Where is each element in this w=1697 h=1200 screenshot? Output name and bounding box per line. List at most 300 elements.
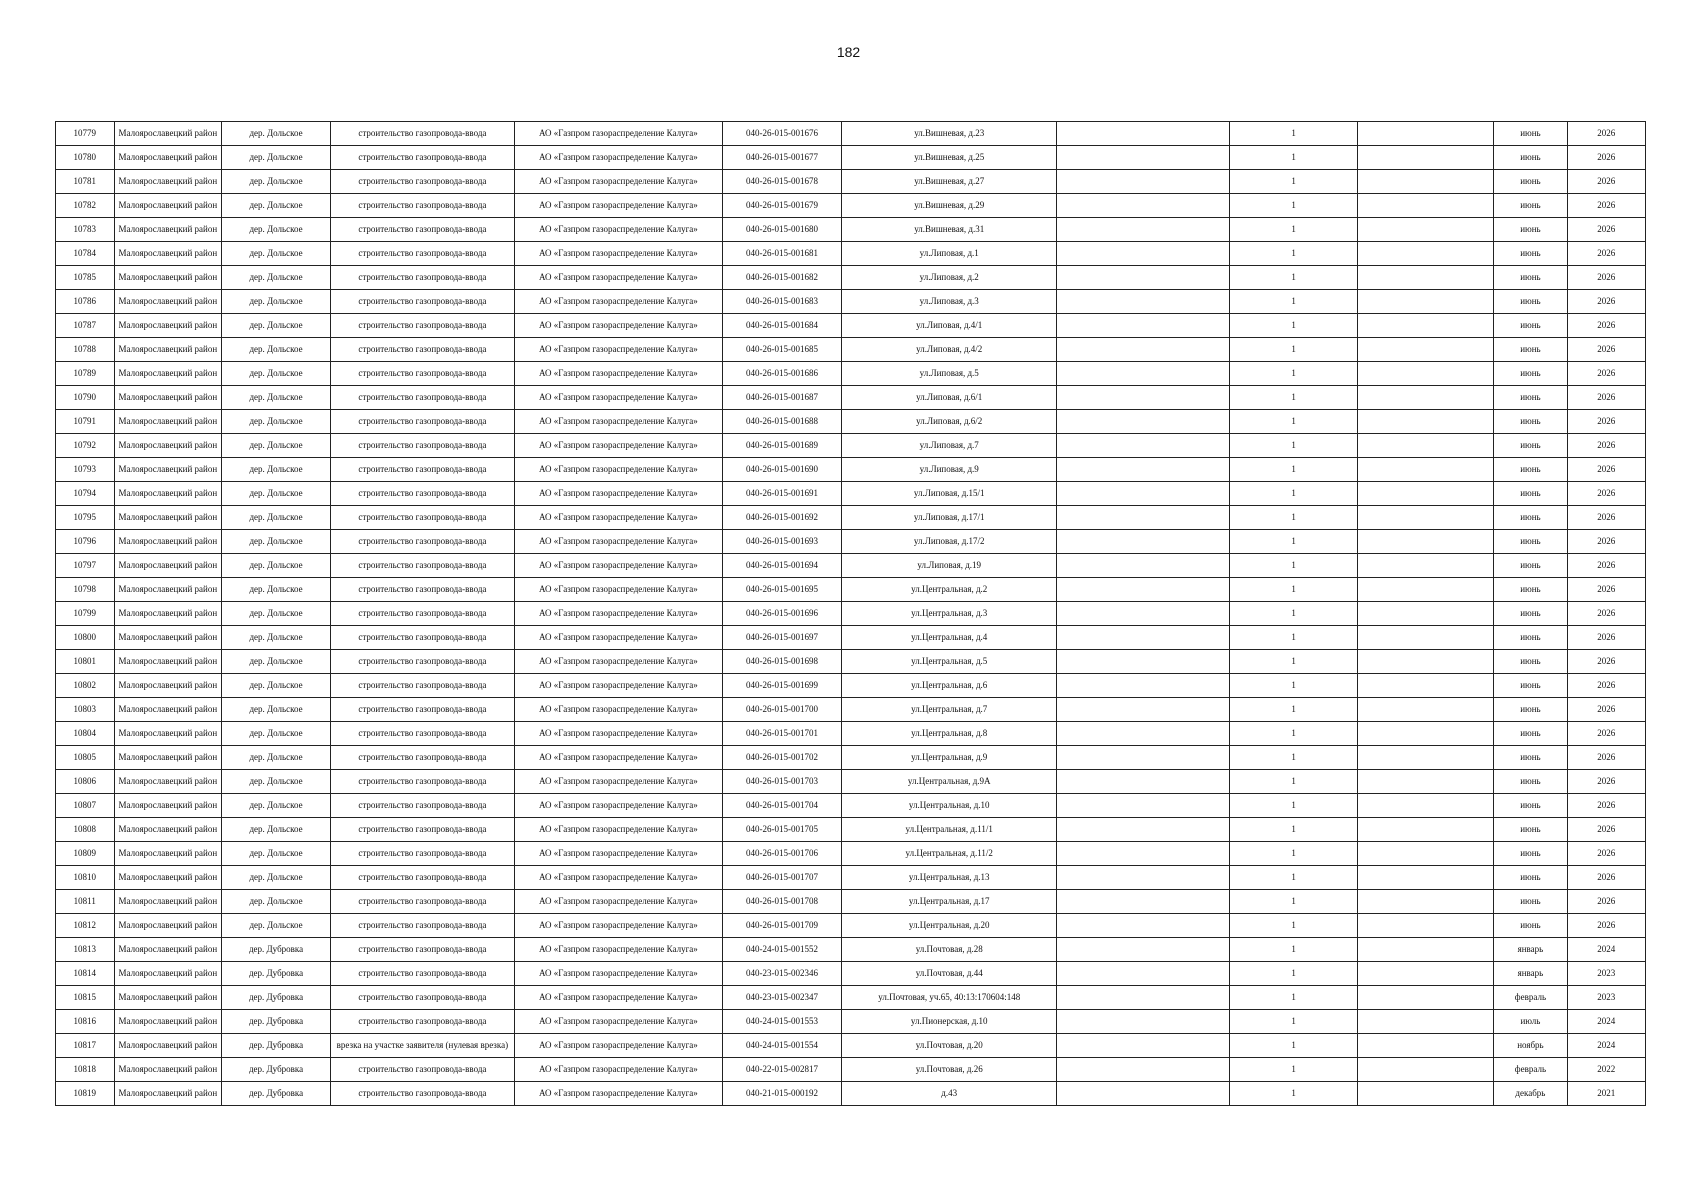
contract-code-cell: 040-26-015-001699 bbox=[722, 674, 841, 698]
contract-code-cell: 040-26-015-001691 bbox=[722, 482, 841, 506]
month-cell: декабрь bbox=[1494, 1082, 1567, 1106]
organization-cell: АО «Газпром газораспределение Калуга» bbox=[514, 338, 722, 362]
contract-code-cell: 040-26-015-001709 bbox=[722, 914, 841, 938]
contract-code-cell: 040-26-015-001676 bbox=[722, 122, 841, 146]
quantity-cell: 1 bbox=[1229, 626, 1358, 650]
year-cell: 2026 bbox=[1567, 722, 1645, 746]
year-cell: 2026 bbox=[1567, 578, 1645, 602]
work-type-cell: строительство газопровода-ввода bbox=[330, 266, 514, 290]
organization-cell: АО «Газпром газораспределение Калуга» bbox=[514, 482, 722, 506]
table-row bbox=[56, 482, 1646, 506]
work-type-cell: строительство газопровода-ввода bbox=[330, 194, 514, 218]
organization-cell: АО «Газпром газораспределение Калуга» bbox=[514, 794, 722, 818]
year-cell: 2026 bbox=[1567, 242, 1645, 266]
organization-cell: АО «Газпром газораспределение Калуга» bbox=[514, 122, 722, 146]
empty-cell bbox=[1057, 146, 1229, 170]
quantity-cell: 1 bbox=[1229, 818, 1358, 842]
work-type-cell: строительство газопровода-ввода bbox=[330, 674, 514, 698]
table-row bbox=[56, 1034, 1646, 1058]
quantity-cell: 1 bbox=[1229, 482, 1358, 506]
month-cell: июнь bbox=[1494, 650, 1567, 674]
organization-cell: АО «Газпром газораспределение Калуга» bbox=[514, 554, 722, 578]
empty-cell bbox=[1358, 290, 1494, 314]
quantity-cell: 1 bbox=[1229, 194, 1358, 218]
locality-cell: дер. Дольское bbox=[222, 458, 331, 482]
page-number: 182 bbox=[836, 44, 861, 60]
work-type-cell: строительство газопровода-ввода bbox=[330, 842, 514, 866]
organization-cell: АО «Газпром газораспределение Калуга» bbox=[514, 314, 722, 338]
empty-cell bbox=[1057, 1010, 1229, 1034]
quantity-cell: 1 bbox=[1229, 1010, 1358, 1034]
quantity-cell: 1 bbox=[1229, 842, 1358, 866]
district-cell: Малоярославецкий район bbox=[114, 434, 222, 458]
organization-cell: АО «Газпром газораспределение Калуга» bbox=[514, 698, 722, 722]
year-cell: 2026 bbox=[1567, 890, 1645, 914]
empty-cell bbox=[1358, 962, 1494, 986]
address-cell: ул.Центральная, д.3 bbox=[842, 602, 1057, 626]
table-row bbox=[56, 338, 1646, 362]
quantity-cell: 1 bbox=[1229, 914, 1358, 938]
empty-cell bbox=[1057, 218, 1229, 242]
empty-cell bbox=[1057, 482, 1229, 506]
organization-cell: АО «Газпром газораспределение Калуга» bbox=[514, 266, 722, 290]
contract-code-cell: 040-26-015-001702 bbox=[722, 746, 841, 770]
row-number-cell: 10793 bbox=[56, 458, 115, 482]
empty-cell bbox=[1358, 122, 1494, 146]
organization-cell: АО «Газпром газораспределение Калуга» bbox=[514, 890, 722, 914]
quantity-cell: 1 bbox=[1229, 218, 1358, 242]
work-type-cell: врезка на участке заявителя (нулевая врезка) bbox=[330, 1034, 514, 1058]
contract-code-cell: 040-26-015-001682 bbox=[722, 266, 841, 290]
empty-cell bbox=[1057, 914, 1229, 938]
gas-connection-register-table bbox=[55, 121, 1646, 1106]
address-cell: ул.Липовая, д.4/2 bbox=[842, 338, 1057, 362]
contract-code-cell: 040-26-015-001690 bbox=[722, 458, 841, 482]
locality-cell: дер. Дубровка bbox=[222, 1082, 331, 1106]
contract-code-cell: 040-23-015-002346 bbox=[722, 962, 841, 986]
row-number-cell: 10779 bbox=[56, 122, 115, 146]
locality-cell: дер. Дольское bbox=[222, 242, 331, 266]
table-row bbox=[56, 434, 1646, 458]
district-cell: Малоярославецкий район bbox=[114, 938, 222, 962]
row-number-cell: 10795 bbox=[56, 506, 115, 530]
table-row bbox=[56, 530, 1646, 554]
empty-cell bbox=[1358, 554, 1494, 578]
organization-cell: АО «Газпром газораспределение Калуга» bbox=[514, 290, 722, 314]
address-cell: ул.Центральная, д.13 bbox=[842, 866, 1057, 890]
district-cell: Малоярославецкий район bbox=[114, 170, 222, 194]
month-cell: июнь bbox=[1494, 674, 1567, 698]
table-row bbox=[56, 290, 1646, 314]
locality-cell: дер. Дольское bbox=[222, 722, 331, 746]
month-cell: январь bbox=[1494, 962, 1567, 986]
quantity-cell: 1 bbox=[1229, 242, 1358, 266]
contract-code-cell: 040-26-015-001700 bbox=[722, 698, 841, 722]
work-type-cell: строительство газопровода-ввода bbox=[330, 1058, 514, 1082]
table-row bbox=[56, 962, 1646, 986]
year-cell: 2026 bbox=[1567, 482, 1645, 506]
work-type-cell: строительство газопровода-ввода bbox=[330, 722, 514, 746]
empty-cell bbox=[1358, 866, 1494, 890]
empty-cell bbox=[1057, 962, 1229, 986]
locality-cell: дер. Дубровка bbox=[222, 1058, 331, 1082]
organization-cell: АО «Газпром газораспределение Калуга» bbox=[514, 1010, 722, 1034]
empty-cell bbox=[1057, 890, 1229, 914]
year-cell: 2026 bbox=[1567, 266, 1645, 290]
empty-cell bbox=[1057, 410, 1229, 434]
locality-cell: дер. Дольское bbox=[222, 434, 331, 458]
locality-cell: дер. Дольское bbox=[222, 338, 331, 362]
month-cell: июнь bbox=[1494, 362, 1567, 386]
district-cell: Малоярославецкий район bbox=[114, 218, 222, 242]
work-type-cell: строительство газопровода-ввода bbox=[330, 602, 514, 626]
organization-cell: АО «Газпром газораспределение Калуга» bbox=[514, 986, 722, 1010]
contract-code-cell: 040-24-015-001553 bbox=[722, 1010, 841, 1034]
contract-code-cell: 040-26-015-001707 bbox=[722, 866, 841, 890]
quantity-cell: 1 bbox=[1229, 554, 1358, 578]
empty-cell bbox=[1358, 506, 1494, 530]
address-cell: ул.Вишневая, д.29 bbox=[842, 194, 1057, 218]
month-cell: июнь bbox=[1494, 554, 1567, 578]
table-row bbox=[56, 986, 1646, 1010]
locality-cell: дер. Дольское bbox=[222, 146, 331, 170]
empty-cell bbox=[1358, 746, 1494, 770]
organization-cell: АО «Газпром газораспределение Калуга» bbox=[514, 194, 722, 218]
row-number-cell: 10805 bbox=[56, 746, 115, 770]
organization-cell: АО «Газпром газораспределение Калуга» bbox=[514, 866, 722, 890]
empty-cell bbox=[1057, 842, 1229, 866]
organization-cell: АО «Газпром газораспределение Калуга» bbox=[514, 170, 722, 194]
year-cell: 2026 bbox=[1567, 290, 1645, 314]
month-cell: январь bbox=[1494, 938, 1567, 962]
address-cell: ул.Центральная, д.9А bbox=[842, 770, 1057, 794]
year-cell: 2026 bbox=[1567, 602, 1645, 626]
empty-cell bbox=[1358, 1058, 1494, 1082]
year-cell: 2026 bbox=[1567, 218, 1645, 242]
address-cell: ул.Липовая, д.6/1 bbox=[842, 386, 1057, 410]
empty-cell bbox=[1057, 338, 1229, 362]
contract-code-cell: 040-26-015-001677 bbox=[722, 146, 841, 170]
work-type-cell: строительство газопровода-ввода bbox=[330, 794, 514, 818]
table-row bbox=[56, 722, 1646, 746]
year-cell: 2026 bbox=[1567, 650, 1645, 674]
address-cell: ул.Центральная, д.5 bbox=[842, 650, 1057, 674]
month-cell: июнь bbox=[1494, 818, 1567, 842]
row-number-cell: 10815 bbox=[56, 986, 115, 1010]
locality-cell: дер. Дольское bbox=[222, 194, 331, 218]
district-cell: Малоярославецкий район bbox=[114, 890, 222, 914]
year-cell: 2026 bbox=[1567, 530, 1645, 554]
quantity-cell: 1 bbox=[1229, 362, 1358, 386]
empty-cell bbox=[1358, 674, 1494, 698]
organization-cell: АО «Газпром газораспределение Калуга» bbox=[514, 410, 722, 434]
address-cell: ул.Липовая, д.19 bbox=[842, 554, 1057, 578]
table-row bbox=[56, 218, 1646, 242]
district-cell: Малоярославецкий район bbox=[114, 698, 222, 722]
quantity-cell: 1 bbox=[1229, 890, 1358, 914]
work-type-cell: строительство газопровода-ввода bbox=[330, 218, 514, 242]
locality-cell: дер. Дольское bbox=[222, 746, 331, 770]
locality-cell: дер. Дольское bbox=[222, 650, 331, 674]
address-cell: ул.Липовая, д.7 bbox=[842, 434, 1057, 458]
empty-cell bbox=[1057, 242, 1229, 266]
quantity-cell: 1 bbox=[1229, 866, 1358, 890]
year-cell: 2023 bbox=[1567, 962, 1645, 986]
month-cell: июнь bbox=[1494, 386, 1567, 410]
organization-cell: АО «Газпром газораспределение Калуга» bbox=[514, 362, 722, 386]
table-row bbox=[56, 1058, 1646, 1082]
row-number-cell: 10782 bbox=[56, 194, 115, 218]
work-type-cell: строительство газопровода-ввода bbox=[330, 458, 514, 482]
organization-cell: АО «Газпром газораспределение Калуга» bbox=[514, 386, 722, 410]
table-row bbox=[56, 770, 1646, 794]
year-cell: 2022 bbox=[1567, 1058, 1645, 1082]
work-type-cell: строительство газопровода-ввода bbox=[330, 362, 514, 386]
table-row bbox=[56, 242, 1646, 266]
empty-cell bbox=[1358, 434, 1494, 458]
contract-code-cell: 040-21-015-000192 bbox=[722, 1082, 841, 1106]
row-number-cell: 10810 bbox=[56, 866, 115, 890]
quantity-cell: 1 bbox=[1229, 794, 1358, 818]
empty-cell bbox=[1057, 266, 1229, 290]
locality-cell: дер. Дубровка bbox=[222, 938, 331, 962]
organization-cell: АО «Газпром газораспределение Калуга» bbox=[514, 242, 722, 266]
month-cell: июнь bbox=[1494, 338, 1567, 362]
empty-cell bbox=[1057, 170, 1229, 194]
work-type-cell: строительство газопровода-ввода bbox=[330, 434, 514, 458]
empty-cell bbox=[1057, 578, 1229, 602]
year-cell: 2026 bbox=[1567, 362, 1645, 386]
locality-cell: дер. Дольское bbox=[222, 362, 331, 386]
address-cell: ул.Липовая, д.3 bbox=[842, 290, 1057, 314]
quantity-cell: 1 bbox=[1229, 146, 1358, 170]
organization-cell: АО «Газпром газораспределение Калуга» bbox=[514, 434, 722, 458]
table-body bbox=[56, 122, 1646, 1106]
table-row bbox=[56, 554, 1646, 578]
contract-code-cell: 040-24-015-001552 bbox=[722, 938, 841, 962]
month-cell: июнь bbox=[1494, 698, 1567, 722]
address-cell: ул.Почтовая, д.26 bbox=[842, 1058, 1057, 1082]
district-cell: Малоярославецкий район bbox=[114, 1082, 222, 1106]
empty-cell bbox=[1358, 170, 1494, 194]
organization-cell: АО «Газпром газораспределение Калуга» bbox=[514, 938, 722, 962]
locality-cell: дер. Дольское bbox=[222, 290, 331, 314]
month-cell: июнь bbox=[1494, 434, 1567, 458]
locality-cell: дер. Дольское bbox=[222, 218, 331, 242]
work-type-cell: строительство газопровода-ввода bbox=[330, 914, 514, 938]
organization-cell: АО «Газпром газораспределение Калуга» bbox=[514, 914, 722, 938]
organization-cell: АО «Газпром газораспределение Калуга» bbox=[514, 458, 722, 482]
locality-cell: дер. Дольское bbox=[222, 914, 331, 938]
contract-code-cell: 040-26-015-001704 bbox=[722, 794, 841, 818]
table-row bbox=[56, 458, 1646, 482]
address-cell: ул.Центральная, д.11/2 bbox=[842, 842, 1057, 866]
locality-cell: дер. Дольское bbox=[222, 122, 331, 146]
table-row bbox=[56, 842, 1646, 866]
district-cell: Малоярославецкий район bbox=[114, 1010, 222, 1034]
district-cell: Малоярославецкий район bbox=[114, 626, 222, 650]
district-cell: Малоярославецкий район bbox=[114, 266, 222, 290]
district-cell: Малоярославецкий район bbox=[114, 986, 222, 1010]
table-row bbox=[56, 386, 1646, 410]
row-number-cell: 10817 bbox=[56, 1034, 115, 1058]
locality-cell: дер. Дольское bbox=[222, 602, 331, 626]
row-number-cell: 10786 bbox=[56, 290, 115, 314]
locality-cell: дер. Дольское bbox=[222, 506, 331, 530]
quantity-cell: 1 bbox=[1229, 290, 1358, 314]
empty-cell bbox=[1358, 1082, 1494, 1106]
district-cell: Малоярославецкий район bbox=[114, 482, 222, 506]
month-cell: июнь bbox=[1494, 146, 1567, 170]
table-row bbox=[56, 1082, 1646, 1106]
row-number-cell: 10804 bbox=[56, 722, 115, 746]
year-cell: 2026 bbox=[1567, 146, 1645, 170]
district-cell: Малоярославецкий район bbox=[114, 1058, 222, 1082]
year-cell: 2021 bbox=[1567, 1082, 1645, 1106]
contract-code-cell: 040-26-015-001703 bbox=[722, 770, 841, 794]
row-number-cell: 10802 bbox=[56, 674, 115, 698]
empty-cell bbox=[1057, 674, 1229, 698]
quantity-cell: 1 bbox=[1229, 530, 1358, 554]
quantity-cell: 1 bbox=[1229, 962, 1358, 986]
contract-code-cell: 040-26-015-001694 bbox=[722, 554, 841, 578]
empty-cell bbox=[1358, 410, 1494, 434]
contract-code-cell: 040-26-015-001701 bbox=[722, 722, 841, 746]
year-cell: 2026 bbox=[1567, 554, 1645, 578]
row-number-cell: 10812 bbox=[56, 914, 115, 938]
row-number-cell: 10780 bbox=[56, 146, 115, 170]
row-number-cell: 10808 bbox=[56, 818, 115, 842]
address-cell: ул.Центральная, д.10 bbox=[842, 794, 1057, 818]
empty-cell bbox=[1358, 770, 1494, 794]
empty-cell bbox=[1358, 266, 1494, 290]
year-cell: 2026 bbox=[1567, 410, 1645, 434]
month-cell: июнь bbox=[1494, 170, 1567, 194]
month-cell: июнь bbox=[1494, 266, 1567, 290]
row-number-cell: 10801 bbox=[56, 650, 115, 674]
organization-cell: АО «Газпром газораспределение Калуга» bbox=[514, 650, 722, 674]
year-cell: 2026 bbox=[1567, 746, 1645, 770]
quantity-cell: 1 bbox=[1229, 458, 1358, 482]
work-type-cell: строительство газопровода-ввода bbox=[330, 482, 514, 506]
empty-cell bbox=[1057, 122, 1229, 146]
empty-cell bbox=[1358, 650, 1494, 674]
table-row bbox=[56, 122, 1646, 146]
row-number-cell: 10816 bbox=[56, 1010, 115, 1034]
empty-cell bbox=[1057, 626, 1229, 650]
quantity-cell: 1 bbox=[1229, 602, 1358, 626]
year-cell: 2026 bbox=[1567, 698, 1645, 722]
organization-cell: АО «Газпром газораспределение Калуга» bbox=[514, 506, 722, 530]
empty-cell bbox=[1057, 362, 1229, 386]
table-row bbox=[56, 650, 1646, 674]
address-cell: ул.Вишневая, д.27 bbox=[842, 170, 1057, 194]
district-cell: Малоярославецкий район bbox=[114, 290, 222, 314]
address-cell: ул.Вишневая, д.23 bbox=[842, 122, 1057, 146]
work-type-cell: строительство газопровода-ввода bbox=[330, 626, 514, 650]
empty-cell bbox=[1358, 578, 1494, 602]
table-row bbox=[56, 866, 1646, 890]
locality-cell: дер. Дубровка bbox=[222, 1034, 331, 1058]
quantity-cell: 1 bbox=[1229, 434, 1358, 458]
row-number-cell: 10792 bbox=[56, 434, 115, 458]
locality-cell: дер. Дольское bbox=[222, 554, 331, 578]
month-cell: февраль bbox=[1494, 1058, 1567, 1082]
work-type-cell: строительство газопровода-ввода bbox=[330, 1082, 514, 1106]
address-cell: ул.Почтовая, д.28 bbox=[842, 938, 1057, 962]
address-cell: ул.Липовая, д.4/1 bbox=[842, 314, 1057, 338]
year-cell: 2026 bbox=[1567, 794, 1645, 818]
district-cell: Малоярославецкий район bbox=[114, 722, 222, 746]
empty-cell bbox=[1057, 506, 1229, 530]
district-cell: Малоярославецкий район bbox=[114, 314, 222, 338]
locality-cell: дер. Дольское bbox=[222, 578, 331, 602]
month-cell: ноябрь bbox=[1494, 1034, 1567, 1058]
quantity-cell: 1 bbox=[1229, 386, 1358, 410]
organization-cell: АО «Газпром газораспределение Калуга» bbox=[514, 722, 722, 746]
contract-code-cell: 040-26-015-001679 bbox=[722, 194, 841, 218]
row-number-cell: 10813 bbox=[56, 938, 115, 962]
month-cell: июнь bbox=[1494, 506, 1567, 530]
district-cell: Малоярославецкий район bbox=[114, 458, 222, 482]
work-type-cell: строительство газопровода-ввода bbox=[330, 290, 514, 314]
empty-cell bbox=[1358, 1034, 1494, 1058]
address-cell: ул.Центральная, д.9 bbox=[842, 746, 1057, 770]
locality-cell: дер. Дольское bbox=[222, 530, 331, 554]
table-row bbox=[56, 170, 1646, 194]
address-cell: ул.Почтовая, д.44 bbox=[842, 962, 1057, 986]
organization-cell: АО «Газпром газораспределение Калуга» bbox=[514, 674, 722, 698]
empty-cell bbox=[1358, 698, 1494, 722]
contract-code-cell: 040-26-015-001680 bbox=[722, 218, 841, 242]
quantity-cell: 1 bbox=[1229, 122, 1358, 146]
work-type-cell: строительство газопровода-ввода bbox=[330, 386, 514, 410]
empty-cell bbox=[1057, 650, 1229, 674]
quantity-cell: 1 bbox=[1229, 674, 1358, 698]
month-cell: февраль bbox=[1494, 986, 1567, 1010]
month-cell: июнь bbox=[1494, 242, 1567, 266]
empty-cell bbox=[1358, 602, 1494, 626]
year-cell: 2026 bbox=[1567, 314, 1645, 338]
address-cell: д.43 bbox=[842, 1082, 1057, 1106]
locality-cell: дер. Дольское bbox=[222, 818, 331, 842]
month-cell: июнь bbox=[1494, 842, 1567, 866]
empty-cell bbox=[1358, 938, 1494, 962]
year-cell: 2026 bbox=[1567, 770, 1645, 794]
district-cell: Малоярославецкий район bbox=[114, 794, 222, 818]
row-number-cell: 10798 bbox=[56, 578, 115, 602]
month-cell: июнь bbox=[1494, 314, 1567, 338]
address-cell: ул.Почтовая, д.20 bbox=[842, 1034, 1057, 1058]
month-cell: июнь bbox=[1494, 890, 1567, 914]
table-row bbox=[56, 698, 1646, 722]
month-cell: июнь bbox=[1494, 458, 1567, 482]
table-row bbox=[56, 674, 1646, 698]
table-row bbox=[56, 1010, 1646, 1034]
empty-cell bbox=[1358, 458, 1494, 482]
month-cell: июнь bbox=[1494, 218, 1567, 242]
locality-cell: дер. Дольское bbox=[222, 626, 331, 650]
row-number-cell: 10794 bbox=[56, 482, 115, 506]
address-cell: ул.Центральная, д.4 bbox=[842, 626, 1057, 650]
work-type-cell: строительство газопровода-ввода bbox=[330, 698, 514, 722]
quantity-cell: 1 bbox=[1229, 722, 1358, 746]
year-cell: 2024 bbox=[1567, 1010, 1645, 1034]
month-cell: июнь bbox=[1494, 794, 1567, 818]
empty-cell bbox=[1358, 914, 1494, 938]
district-cell: Малоярославецкий район bbox=[114, 866, 222, 890]
month-cell: июнь bbox=[1494, 482, 1567, 506]
